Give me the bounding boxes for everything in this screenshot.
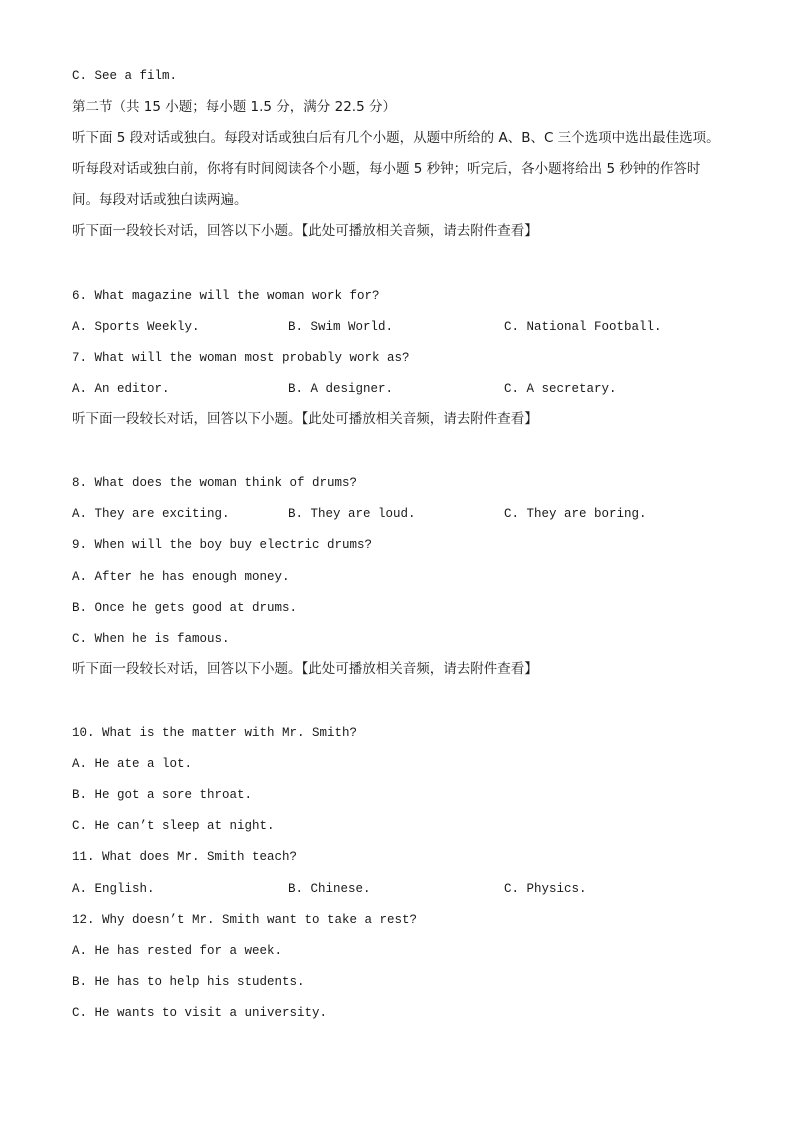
- question-stem: 10. What is the matter with Mr. Smith?: [72, 726, 358, 740]
- question-stem: 11. What does Mr. Smith teach?: [72, 850, 298, 864]
- section-title: 第二节（共 15 小题；每小题 1.5 分，满分 22.5 分）: [72, 99, 396, 115]
- instruction-line: 听每段对话或独白前，你将有时间阅读各个小题，每小题 5 秒钟；听完后，各小题将给出 5 秒钟的作答时: [72, 161, 701, 177]
- prev-option: C. See a film.: [72, 69, 178, 83]
- option: C. He wants to visit a university.: [72, 1006, 328, 1020]
- audio-note: 听下面一段较长对话，回答以下小题。【此处可播放相关音频，请去附件查看】: [72, 411, 538, 427]
- option: A. An editor.: [72, 382, 170, 396]
- option: B. Chinese.: [288, 882, 371, 896]
- option: A. They are exciting.: [72, 507, 230, 521]
- option: C. National Football.: [504, 320, 662, 334]
- option: B. He got a sore throat.: [72, 788, 253, 802]
- option: C. A secretary.: [504, 382, 617, 396]
- question-stem: 12. Why doesn’t Mr. Smith want to take a rest?: [72, 913, 418, 927]
- question-stem: 8. What does the woman think of drums?: [72, 476, 358, 490]
- option: B. A designer.: [288, 382, 394, 396]
- question-stem: 6. What magazine will the woman work for?: [72, 289, 380, 303]
- option: A. He ate a lot.: [72, 757, 193, 771]
- option: B. He has to help his students.: [72, 975, 305, 989]
- option: C. They are boring.: [504, 507, 647, 521]
- audio-note: 听下面一段较长对话，回答以下小题。【此处可播放相关音频，请去附件查看】: [72, 661, 538, 677]
- option: A. English.: [72, 882, 155, 896]
- option: A. After he has enough money.: [72, 570, 290, 584]
- question-stem: 7. What will the woman most probably work as?: [72, 351, 410, 365]
- option: C. He can’t sleep at night.: [72, 819, 275, 833]
- option: C. When he is famous.: [72, 632, 230, 646]
- option: B. Swim World.: [288, 320, 394, 334]
- option: A. Sports Weekly.: [72, 320, 200, 334]
- instruction-line: 间。每段对话或独白读两遍。: [72, 192, 248, 208]
- question-stem: 9. When will the boy buy electric drums?: [72, 538, 373, 552]
- option: B. They are loud.: [288, 507, 416, 521]
- audio-note: 听下面一段较长对话，回答以下小题。【此处可播放相关音频，请去附件查看】: [72, 223, 538, 239]
- option: B. Once he gets good at drums.: [72, 601, 298, 615]
- option: A. He has rested for a week.: [72, 944, 283, 958]
- instruction-line: 听下面 5 段对话或独白。每段对话或独白后有几个小题，从题中所给的 A、B、C 三个选项中选出最佳选项。: [72, 130, 720, 146]
- option: C. Physics.: [504, 882, 587, 896]
